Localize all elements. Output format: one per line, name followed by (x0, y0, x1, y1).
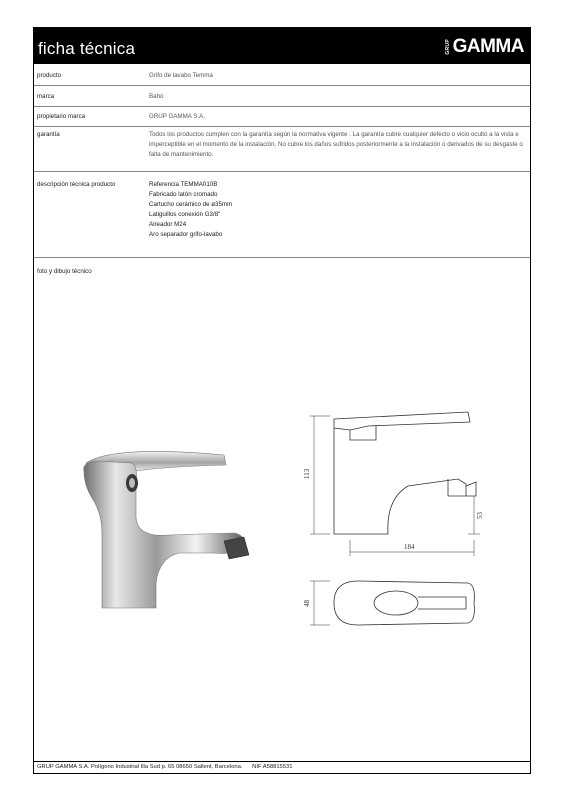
info-label: marca (37, 93, 55, 100)
description-label: descripción técnica producto (37, 181, 116, 188)
description-line: Latiguillos conexión G3/8" (149, 211, 221, 218)
dim-height: 113 (303, 468, 311, 479)
divider (34, 106, 530, 107)
faucet-photo (74, 423, 264, 613)
footer-divider (34, 761, 530, 762)
dim-width: 48 (303, 600, 311, 607)
description-line: Cartucho cerámico de ø35mm (149, 201, 233, 208)
divider (34, 257, 530, 258)
info-value: Grifo de lavabo Temma (149, 72, 213, 79)
photo-section-label: foto y dibujo técnico (37, 268, 92, 275)
info-label: producto (37, 72, 62, 79)
description-lines (149, 180, 527, 240)
divider (34, 171, 530, 172)
description-line: Fabricado latón cromado (149, 191, 218, 198)
info-label: propietario marca (37, 113, 86, 120)
divider (34, 126, 530, 127)
dim-length: 184 (404, 543, 415, 551)
footer-nif: NIF A58815531 (252, 764, 293, 770)
page-title: ficha técnica (38, 39, 136, 58)
info-value: Todos los productos cumplen con la garantía según la normativa vigente . La garantía cubre cualquier defecto o vicio oculto a la vista e imperceptible en el momento de la instalación. No cubre los daños sufridos posteriormente a la instalación o derivados de su desgaste o falta de mantenimiento. (149, 131, 523, 158)
footer-company: GRUP GAMMA S.A. Polígono Industrial Illa Sud p. 65 08650 Sallent, Barcelona. (37, 764, 243, 770)
description-line: Aro separador grifo-lavabo (149, 231, 223, 238)
description-line: Aireador M24 (149, 221, 187, 228)
description-line: Referencia TEMMA010B (149, 181, 218, 188)
technical-drawing-side (298, 404, 498, 564)
info-label: garantía (37, 131, 60, 138)
technical-drawing-top (298, 573, 498, 633)
dim-spout-height: 53 (476, 512, 484, 519)
divider (34, 85, 530, 86)
header-bar (34, 28, 530, 64)
info-value: Baho (149, 93, 164, 100)
info-value: GRUP GAMMA S.A. (149, 113, 205, 120)
brand-name: GAMMA (452, 36, 524, 57)
brand-small-text: GRUP (444, 39, 451, 55)
spec-sheet (33, 27, 531, 774)
footer (37, 764, 292, 770)
brand-logo (445, 37, 524, 57)
